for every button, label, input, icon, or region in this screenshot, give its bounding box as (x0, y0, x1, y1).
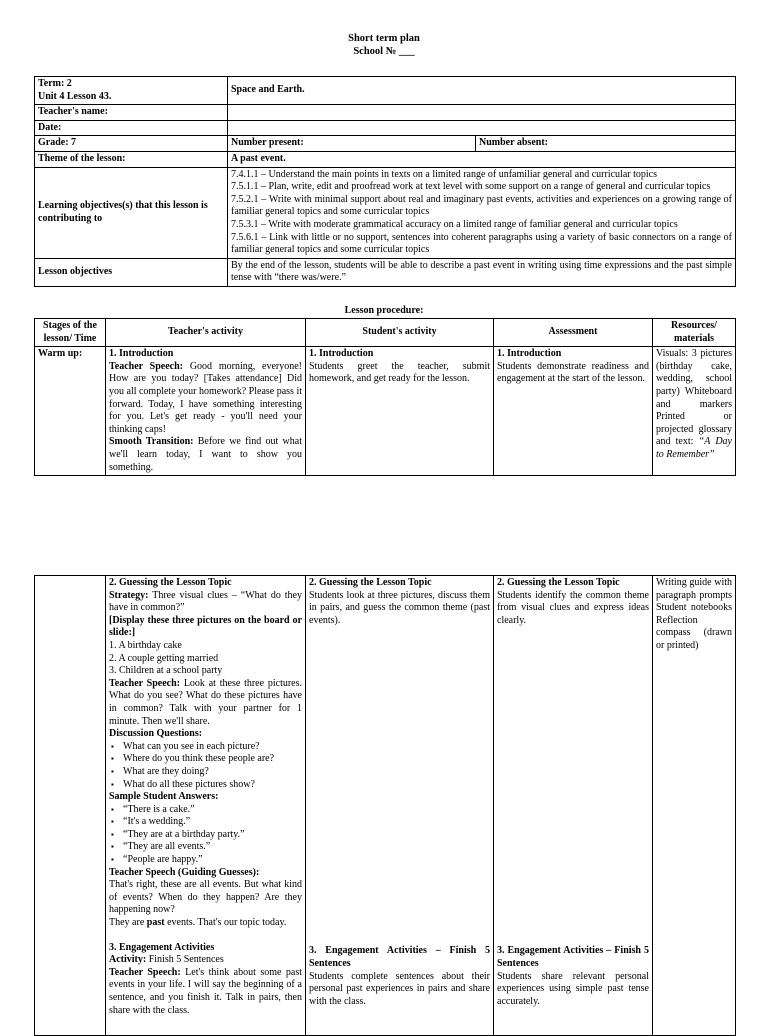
list-item: ▪ “People are happy.” (121, 854, 302, 867)
strategy-label: Strategy: (109, 589, 149, 601)
section-heading: 1. Introduction (497, 348, 562, 360)
resources-cell: Writing guide with paragraph prompts Student notebooks Reflection compass (drawn or printed) (653, 576, 736, 1036)
table-row (35, 136, 736, 152)
picture-item: 2. A couple getting married (109, 652, 219, 664)
speech-text: Good morning, everyone! How are you today? [Takes attendance] Did you all complete your homework? Please pass it forward. Today, I have something interesting for you. Let's get ready - you'll need your thinking caps! (109, 360, 303, 435)
resources-text-title: “A Day to Remember” (656, 436, 732, 460)
teacher-activity-cell (106, 576, 306, 1036)
procedure-title: Lesson procedure: (344, 305, 424, 316)
col-header-stages: Stages of the lesson/ Time (35, 319, 106, 347)
list-item: ▪ What do all these pictures show? (121, 779, 302, 792)
objective-item: 7.5.3.1 – Write with moderate grammatical accuracy on a limited range of familiar general and curricular topics (231, 218, 678, 230)
list-item: ▪ “It's a wedding.” (121, 816, 302, 829)
resources-text: Visuals: 3 pictures (birthday cake, wedding, school party) Whiteboard and markers Printed or projected glossary and text: (656, 348, 732, 448)
stage-cell (35, 576, 106, 1036)
questions-list (109, 741, 302, 791)
assessment-cell (494, 576, 653, 1036)
table-row (35, 77, 736, 105)
section-heading: 1. Introduction (309, 348, 374, 360)
questions-label: Discussion Questions: (109, 728, 203, 740)
student-text: Students greet the teacher, submit homework, and get ready for the lesson. (309, 360, 490, 385)
lesson-objectives-value: By the end of the lesson, students will be able to describe a past event in writing using time expressions and the past simple tense with “there was/were.” (228, 258, 736, 286)
conclusion-pre: They are (109, 917, 145, 929)
guiding-text: That's right, these are all events. But what kind of events? When do they happen? Are they happening now? (109, 879, 302, 916)
section-heading: 2. Guessing the Lesson Topic (497, 577, 620, 588)
teacher-name-value[interactable] (228, 105, 736, 121)
list-item: ▪ Where do you think these people are? (121, 753, 302, 766)
col-header-assessment: Assessment (494, 319, 653, 347)
assessment-cell (494, 347, 653, 476)
assessment-text: Students demonstrate readiness and engagement at the start of the lesson. (497, 360, 649, 385)
grade-label: Grade: 7 (35, 136, 228, 152)
display-note: [Display these three pictures on the board or slide:] (109, 614, 302, 639)
section-heading: 3. Engagement Activities – Finish 5 Sentences (497, 945, 649, 969)
objective-item: 7.4.1.1 – Understand the main points in texts on a limited range of unfamiliar general and curricular topics (231, 168, 657, 180)
stage-cell: Warm up: (35, 347, 106, 476)
student-activity-cell (306, 576, 494, 1036)
table-row (35, 167, 736, 258)
date-value[interactable] (228, 120, 736, 136)
answers-list (109, 804, 302, 867)
theme-label: Theme of the lesson: (35, 151, 228, 167)
speech-label: Teacher Speech: (109, 966, 181, 978)
guiding-label: Teacher Speech (Guiding Guesses): (109, 866, 260, 878)
lesson-objectives-label: Lesson objectives (35, 258, 228, 286)
speech-text: Look at these three pictures. What do you see? What do these pictures have in common? Talk with your partner for 1 minute. Then we'll share. (109, 677, 303, 727)
objective-item: 7.5.2.1 – Write with minimal support about real and imaginary past events, activities and experiences on a growing range of familiar general topics and some curricular topics (231, 193, 732, 218)
number-absent-label: Number absent: (476, 136, 736, 152)
answers-label: Sample Student Answers: (109, 791, 219, 803)
speech-label: Teacher Speech: (109, 360, 184, 372)
term-unit-cell: Term: 2 Unit 4 Lesson 43. (35, 77, 228, 105)
procedure-table (34, 318, 736, 476)
col-header-student: Student's activity (306, 319, 494, 347)
picture-item: 3. Children at a school party (109, 665, 223, 677)
col-header-resources: Resources/ materials (653, 319, 736, 347)
list-item: ▪ What are they doing? (121, 766, 302, 779)
section-heading: 2. Guessing the Lesson Topic (109, 577, 232, 588)
col-header-teacher: Teacher's activity (106, 319, 306, 347)
resources-cell (653, 347, 736, 476)
conclusion-bold: past (146, 917, 165, 929)
activity-label: Activity: (109, 954, 147, 966)
number-present-label: Number present: (228, 136, 476, 152)
conclusion-post: events. That's our topic today. (167, 917, 287, 929)
picture-item: 1. A birthday cake (109, 639, 182, 651)
teacher-name-label: Teacher's name: (35, 105, 228, 121)
speech-text: Let's think about some past events in your life. I will say the beginning of a sentence, and you finish it. Talk in pairs, then share with the class. (109, 966, 303, 1016)
objective-item: 7.5.6.1 – Link with little or no support, sentences into coherent paragraphs using a variety of basic connectors on a range of familiar general topics and some curricular topics (231, 231, 732, 256)
list-item: ▪ “They are all events.” (121, 841, 302, 854)
objective-item: 7.5.1.1 – Plan, write, edit and proofread work at text level with some support on a range of general and curricular topics (231, 181, 711, 193)
section-heading: 2. Guessing the Lesson Topic (309, 577, 432, 588)
transition-label: Smooth Transition: (109, 436, 194, 448)
transition-text: Before we find out what we'll learn today, I want to show you something. (109, 436, 302, 473)
lesson-info-table (34, 76, 736, 287)
table-header-row (35, 319, 736, 347)
learning-objectives-list (228, 167, 736, 258)
section-heading: 1. Introduction (109, 348, 174, 360)
student-text: Students complete sentences about their personal past experiences in pairs and share with the class. (309, 970, 490, 1007)
teacher-activity-cell (106, 347, 306, 476)
table-row (35, 120, 736, 136)
speech-label: Teacher Speech: (109, 677, 181, 689)
table-row (35, 576, 736, 1036)
table-row (35, 151, 736, 167)
table-row (35, 258, 736, 286)
page-title: Short term plan (348, 33, 420, 44)
unit-topic-cell: Space and Earth. (228, 77, 736, 105)
date-label: Date: (35, 120, 228, 136)
school-number: School № ___ (353, 46, 415, 57)
student-text: Students look at three pictures, discuss them in pairs, and guess the common theme (past events). (309, 589, 490, 626)
assessment-text: Students identify the common theme from visual clues and express ideas clearly. (497, 589, 649, 626)
procedure-table-continued (34, 575, 736, 1036)
learning-objectives-label: Learning objectives(s) that this lesson is contributing to (35, 167, 228, 258)
assessment-text: Students share relevant personal experiences using simple past tense accurately. (497, 970, 649, 1007)
activity-text: Finish 5 Sentences (148, 954, 224, 966)
table-row (35, 347, 736, 476)
section-heading: 3. Engagement Activities – Finish 5 Sentences (309, 945, 490, 969)
section-heading: 3. Engagement Activities (109, 941, 215, 953)
table-row (35, 105, 736, 121)
list-item: ▪ “There is a cake.” (121, 804, 302, 817)
student-activity-cell (306, 347, 494, 476)
strategy-text: Three visual clues – “What do they have in common?” (109, 589, 302, 614)
list-item: ▪ What can you see in each picture? (121, 741, 302, 754)
theme-value: A past event. (228, 151, 736, 167)
list-item: ▪ “They are at a birthday party.” (121, 829, 302, 842)
